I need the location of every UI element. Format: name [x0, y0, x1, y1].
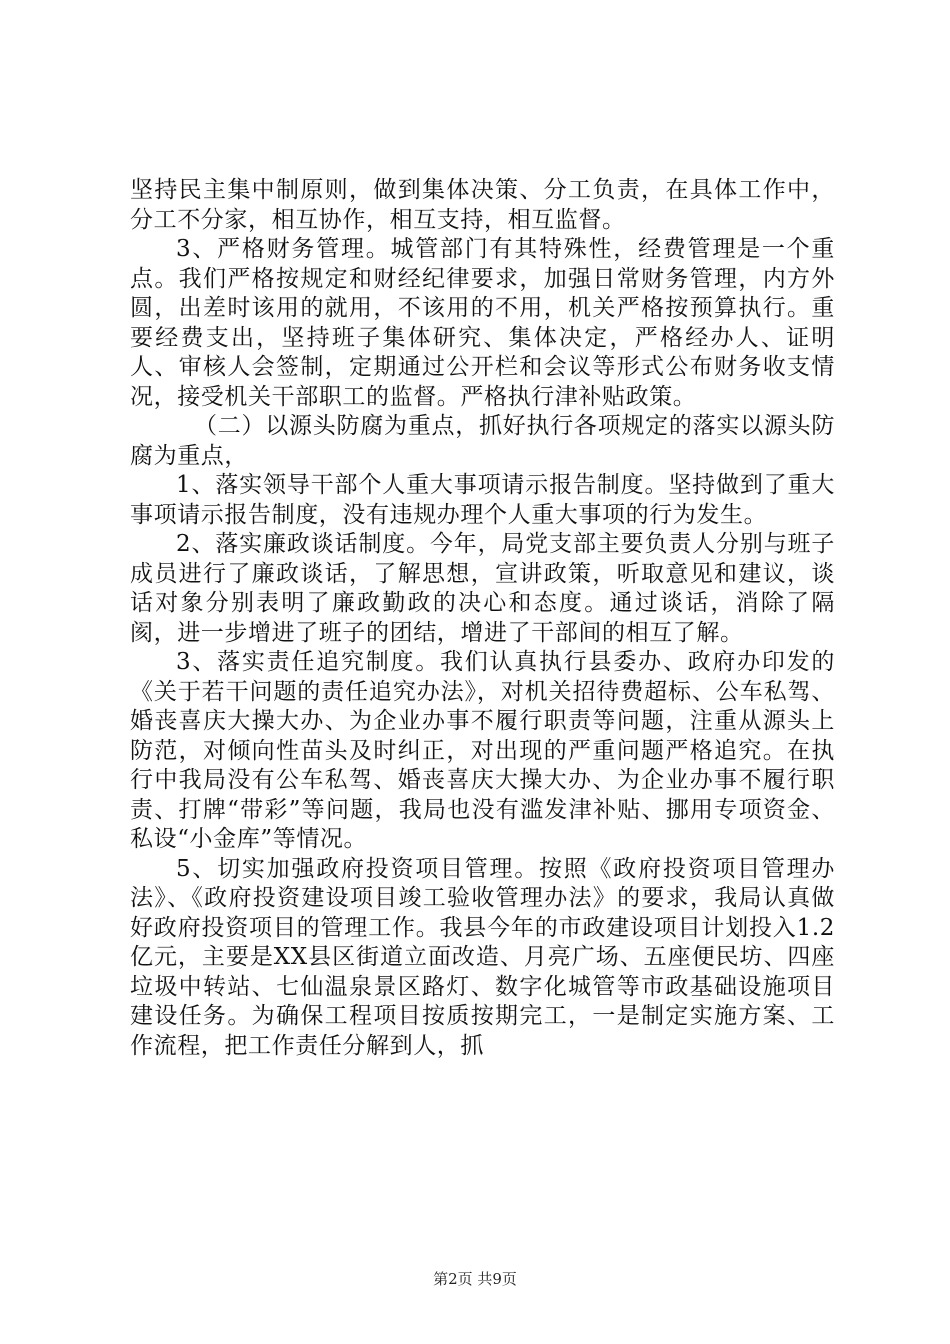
paragraph-integrity-talk: 2、落实廉政谈话制度。今年，局党支部主要负责人分别与班子成员进行了廉政谈话，了解思想，宣讲政策，听取意见和建议，谈话对象分别表明了廉政勤政的决心和态度。通过谈话，消除了隔阂，进一步增进了班子的团结，增进了干部间的相互了解。: [130, 531, 835, 646]
section-heading-source-anticorruption: （二）以源头防腐为重点，抓好执行各项规定的落实以源头防腐为重点，: [130, 413, 835, 469]
document-body: [130, 176, 835, 1061]
paragraph-investment-projects: 5、切实加强政府投资项目管理。按照《政府投资项目管理办法》、《政府投资建设项目竣工验收管理办法》的要求，我局认真做好政府投资项目的管理工作。我县今年的市政建设项目计划投入1.2亿元，主要是XX县区街道立面改造、月亮广场、五座便民坊、四座垃圾中转站、七仙温泉景区路灯、数字化城管等市政基础设施项目建设任务。为确保工程项目按质按期完工，一是制定实施方案、工作流程，把工作责任分解到人，抓: [130, 855, 835, 1059]
paragraph-financial-management: 3、严格财务管理。城管部门有其特殊性，经费管理是一个重点。我们严格按规定和财经纪律要求，加强日常财务管理，内方外圆，出差时该用的就用，不该用的不用，机关严格按预算执行。重要经费支出，坚持班子集体研究、集体决定，严格经办人、证明人、审核人会签制，定期通过公开栏和会议等形式公布财务收支情况，接受机关干部职工的监督。严格执行津补贴政策。: [130, 236, 835, 410]
paragraph-accountability: 3、落实责任追究制度。我们认真执行县委办、政府办印发的《关于若干问题的责任追究办法》，对机关招待费超标、公车私驾、婚丧喜庆大操大办、为企业办事不履行职责等问题，注重从源头上防范，对倾向性苗头及时纠正，对出现的严重问题严格追究。在执行中我局没有公车私驾、婚丧喜庆大操大办、为企业办事不履行职责、打牌“带彩”等问题，我局也没有滥发津补贴、挪用专项资金、私设“小金库”等情况。: [130, 649, 835, 852]
paragraph-major-matters-report: 1、落实领导干部个人重大事项请示报告制度。坚持做到了重大事项请示报告制度，没有违规办理个人重大事项的行为发生。: [130, 472, 835, 528]
page-number-footer: 第2页 共9页: [433, 1270, 517, 1288]
paragraph-continuation: 坚持民主集中制原则，做到集体决策、分工负责，在具体工作中，分工不分家，相互协作，相互支持，相互监督。: [130, 177, 835, 233]
